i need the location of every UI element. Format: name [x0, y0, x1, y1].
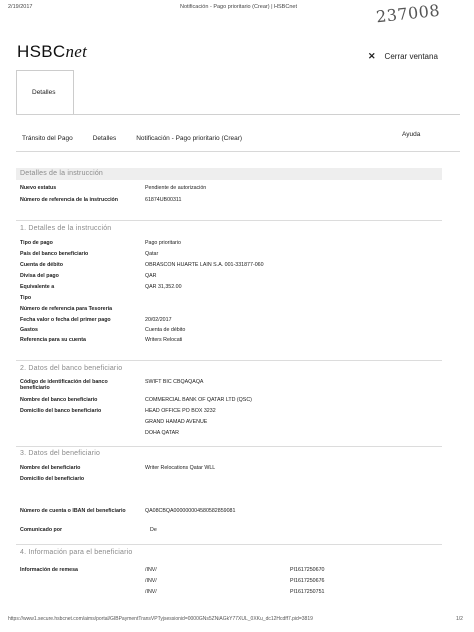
field-value: OBRASCON HUARTE LAIN S.A. 001-331877-060	[145, 262, 264, 268]
field-value: QAR	[145, 273, 157, 279]
field-value-address-line: GRAND HAMAD AVENUE	[145, 419, 208, 425]
remittance-code: /INV/	[145, 589, 157, 595]
field-value: 61874UB00311	[145, 197, 182, 203]
handwritten-number: 237008	[375, 0, 441, 27]
remittance-ref: PI1617250676	[290, 578, 325, 584]
section-divider	[16, 360, 442, 361]
field-label: Información de remesa	[20, 567, 78, 573]
field-value: SWIFT BIC CBQAQAQA	[145, 379, 204, 385]
field-label: Nuevo estatus	[20, 185, 57, 191]
print-url: https://www1.secure.hsbcnet.com/aims/portal/GIBPaymentTransVPTyjsessionid=0000GNs5ZNiAGkY77XUL_0XKu_dc12Hcdff7.pid=3819	[8, 616, 313, 622]
field-value: Qatar	[145, 251, 159, 257]
field-label: País del banco beneficiario	[20, 251, 89, 257]
field-value: 20/02/2017	[145, 317, 172, 323]
field-value: Writer Relocations Qatar WLL	[145, 465, 216, 471]
print-page-title: Notificación - Pago prioritario (Crear) | HSBCnet	[180, 4, 297, 10]
close-icon: ✕	[368, 51, 376, 61]
breadcrumb	[22, 135, 242, 142]
section-title-instruction-details: Detalles de la instrucción	[20, 170, 104, 177]
field-label: Tipo de pago	[20, 240, 53, 246]
breadcrumb-payment-transit[interactable]: Tránsito del Pago	[22, 135, 73, 142]
field-label: Número de referencia para Tesorería	[20, 306, 113, 312]
field-label: Fecha valor o fecha del primer pago	[20, 317, 111, 323]
logo-suffix: net	[65, 42, 88, 61]
breadcrumb-details[interactable]: Detalles	[92, 135, 117, 142]
section-divider	[16, 544, 442, 545]
breadcrumb-divider	[16, 151, 460, 152]
section-divider	[16, 220, 442, 221]
field-value: Cuenta de débito	[145, 327, 186, 333]
field-label: Referencia para su cuenta	[20, 337, 86, 343]
field-value-address-line: DOHA QATAR	[145, 430, 179, 436]
field-label: Cuenta de débito	[20, 262, 63, 268]
field-label: Tipo	[20, 295, 32, 301]
field-value: De	[150, 527, 157, 533]
logo-prefix: HSBC	[17, 42, 66, 61]
field-label: Código de identificación del banco beneficiario	[20, 379, 108, 392]
tab-detalles-label: Detalles	[32, 89, 56, 96]
field-label: Divisa del pago	[20, 273, 59, 279]
print-date: 2/19/2017	[8, 4, 33, 10]
field-value: Writers Relocati	[145, 337, 183, 343]
section-title-3: 3. Datos del beneficiario	[20, 450, 101, 457]
close-window-button[interactable]	[368, 51, 438, 62]
section-title-4: 4. Información para el beneficiario	[20, 549, 133, 556]
field-value: Pago prioritario	[145, 240, 181, 246]
remittance-code: /INV/	[145, 578, 157, 584]
tab-divider	[16, 114, 460, 115]
section-title-1: 1. Detalles de la instrucción	[20, 225, 112, 232]
field-value: QA08CBQA000000004580582859081	[145, 508, 236, 514]
field-label: Nombre del banco beneficiario	[20, 397, 98, 403]
field-label: Equivalente a	[20, 284, 55, 290]
field-label: Comunicado por	[20, 527, 63, 533]
field-label: Domicilio del beneficiario	[20, 476, 85, 482]
field-value: QAR 31,352.00	[145, 284, 182, 290]
field-value: HEAD OFFICE PO BOX 3232	[145, 408, 216, 414]
print-page-number: 1/2	[456, 616, 463, 622]
field-label: Número de cuenta o IBAN del beneficiario	[20, 508, 126, 514]
remittance-code: /INV/	[145, 567, 157, 573]
field-label: Nombre del beneficiario	[20, 465, 81, 471]
remittance-ref: PI1617250751	[290, 589, 325, 595]
close-window-label: Cerrar ventana	[384, 52, 438, 61]
section-title-2: 2. Datos del banco beneficiario	[20, 365, 123, 372]
field-label: Gastos	[20, 327, 38, 333]
breadcrumb-notification: Notificación - Pago prioritario (Crear)	[136, 135, 243, 142]
field-label: Número de referencia de la instrucción	[20, 197, 119, 203]
section-divider	[16, 446, 442, 447]
field-value: COMMERCIAL BANK OF QATAR LTD (QSC)	[145, 397, 252, 403]
field-label: Domicilio del banco beneficiario	[20, 408, 102, 414]
hsbcnet-logo	[17, 42, 87, 62]
help-link[interactable]: Ayuda	[402, 131, 421, 138]
remittance-ref: PI1617250670	[290, 567, 325, 573]
field-value: Pendiente de autorización	[145, 185, 207, 191]
